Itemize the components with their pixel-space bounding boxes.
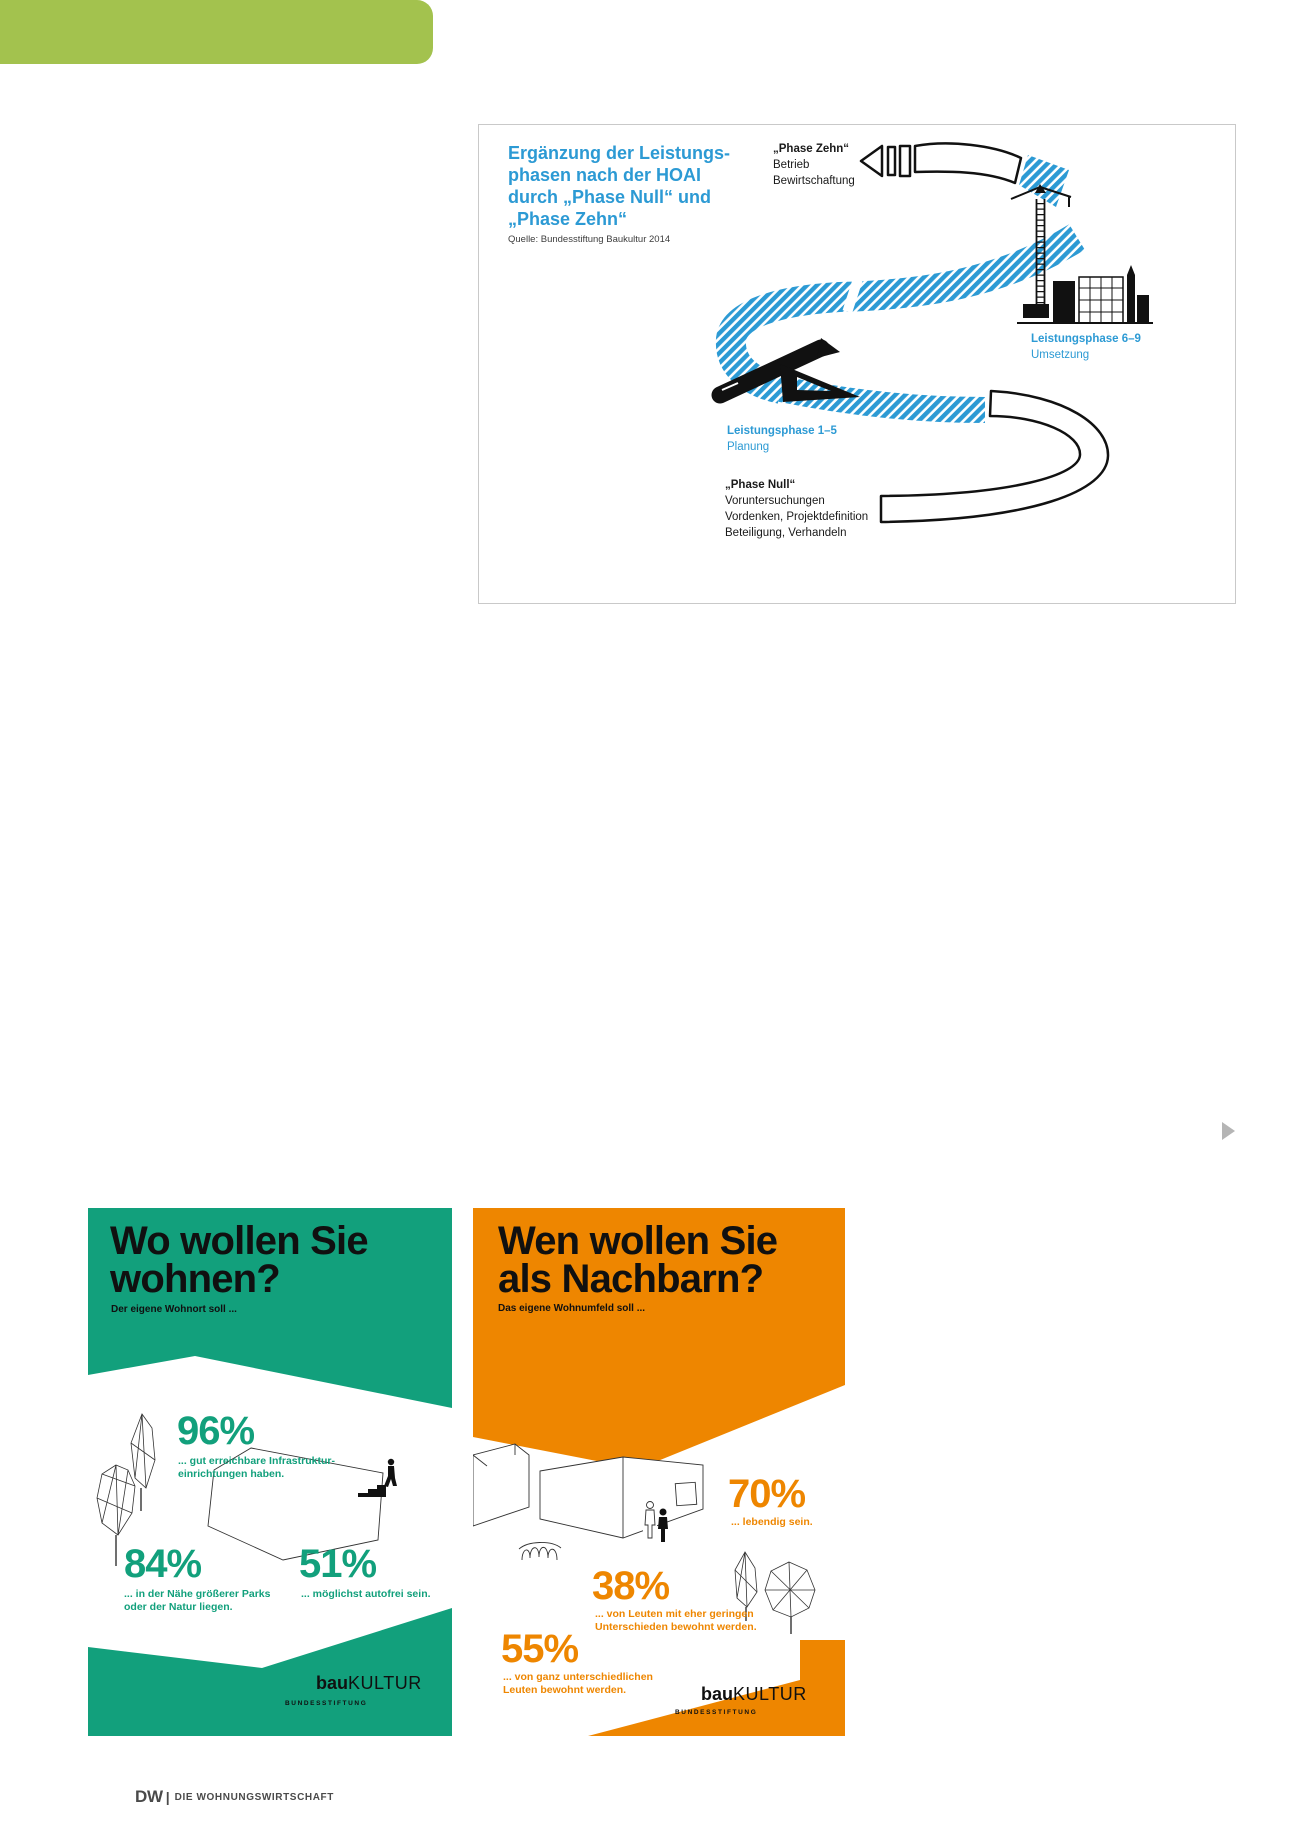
- dw-logo: DW: [135, 1787, 163, 1806]
- stat-caption: ... lebendig sein.: [731, 1516, 813, 1528]
- magazine-name: DIE WOHNUNGSWIRTSCHAFT: [174, 1791, 334, 1803]
- stat-caption: ... von Leuten mit eher geringen Unterschieden bewohnt werden.: [595, 1608, 757, 1633]
- baukultur-logo-sub: BUNDESSTIFTUNG: [285, 1700, 368, 1707]
- poster-wo-wollen-sie-wohnen: [88, 1208, 452, 1736]
- page-header-bar: [0, 0, 433, 64]
- poster-wen-wollen-sie-als-nachbarn: [473, 1208, 845, 1736]
- poster-title: Wen wollen Sie als Nachbarn?: [498, 1219, 778, 1301]
- poster-subtitle: Der eigene Wohnort soll ...: [111, 1304, 237, 1315]
- arrow-left-icon: [861, 146, 882, 176]
- page-continue-arrow-icon: [1222, 1122, 1235, 1140]
- label-phase-null: „Phase Null“ Voruntersuchungen Vordenken, Projektdefinition Beteiligung, Verhandeln: [725, 479, 869, 539]
- baukultur-logo: bauKULTUR: [701, 1684, 807, 1704]
- diagram-title-line: phasen nach der HOAI: [508, 165, 702, 185]
- stat-caption: ... gut erreichbare Infrastruktur- einrichtungen haben.: [178, 1455, 335, 1480]
- tree-icon: [131, 1414, 155, 1511]
- poster-subtitle: Das eigene Wohnumfeld soll ...: [498, 1303, 646, 1314]
- stat-value: 96%: [177, 1409, 255, 1453]
- stat-value: 55%: [501, 1627, 579, 1671]
- stat-caption: ... von ganz unterschiedlichen Leuten bewohnt werden.: [503, 1671, 653, 1696]
- green-footer-shape: [88, 1608, 452, 1736]
- stat-value: 38%: [592, 1564, 670, 1608]
- stat-caption: ... möglichst autofrei sein.: [301, 1588, 431, 1600]
- diagram-title-line: „Phase Zehn“: [508, 209, 628, 229]
- stat-value: 70%: [728, 1472, 806, 1516]
- set-square-icon: [780, 364, 860, 402]
- poster-title: Wo wollen Sie wohnen?: [110, 1219, 368, 1301]
- walking-person-icon: [358, 1459, 397, 1497]
- baukultur-logo: bauKULTUR: [316, 1673, 422, 1693]
- label-leistungsphase-1-5: Leistungsphase 1–5 Planung: [727, 425, 837, 453]
- diagram-title-line: durch „Phase Null“ und: [508, 187, 712, 207]
- footer-divider: |: [165, 1789, 170, 1805]
- diagram-title: [508, 142, 730, 230]
- diagram-title-line: Ergänzung der Leistungs-: [508, 143, 731, 163]
- bench-icon: [519, 1542, 561, 1560]
- tree-icon: [765, 1562, 815, 1634]
- label-phase-zehn: „Phase Zehn“ Betrieb Bewirtschaftung: [773, 143, 855, 187]
- stat-value: 51%: [299, 1542, 377, 1586]
- baukultur-logo-sub: BUNDESSTIFTUNG: [675, 1709, 758, 1716]
- magazine-footer: [135, 1787, 334, 1807]
- hoai-phases-diagram: [478, 124, 1236, 604]
- stat-value: 84%: [124, 1542, 202, 1586]
- label-leistungsphase-6-9: Leistungsphase 6–9 Umsetzung: [1031, 333, 1141, 361]
- diagram-source: Quelle: Bundesstiftung Baukultur 2014: [508, 234, 671, 245]
- stat-caption: ... in der Nähe größerer Parks oder der Natur liegen.: [124, 1588, 271, 1613]
- phase-zehn-band: [861, 143, 1021, 183]
